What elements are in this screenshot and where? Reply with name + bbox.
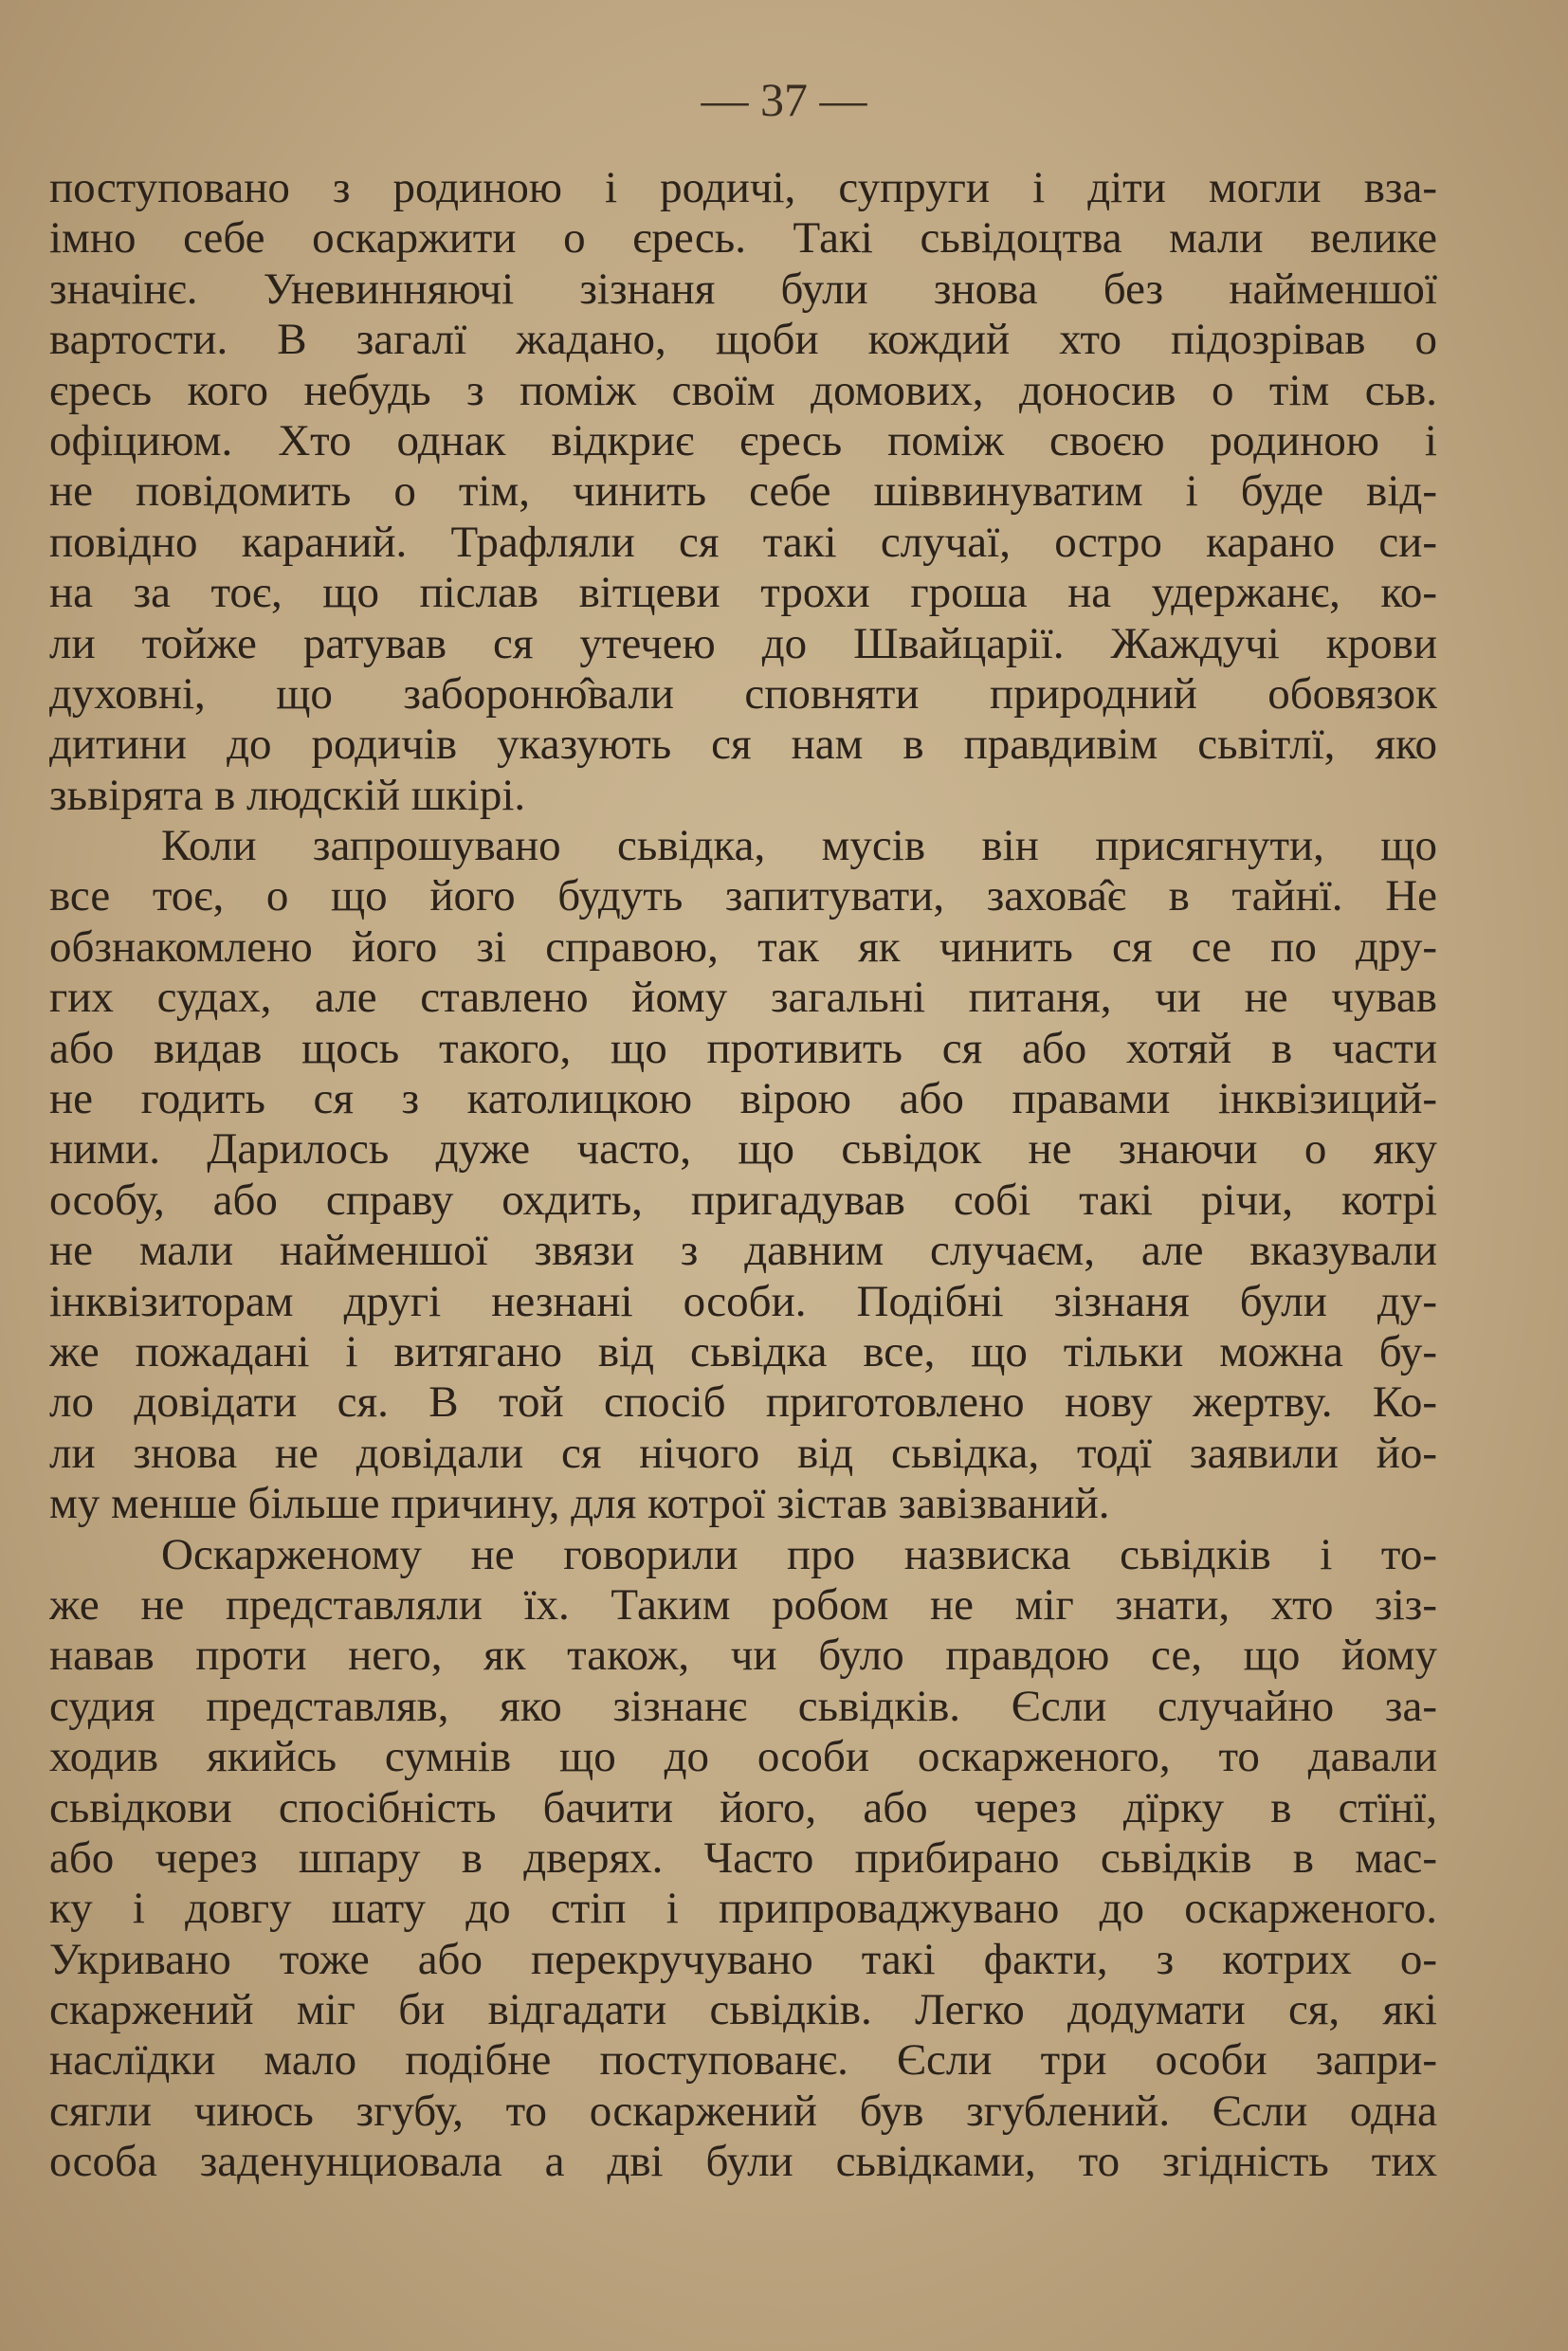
- paragraph: [49, 163, 1437, 821]
- text-line: Оскарженому не говорили про назвиска сьвідків і то-: [161, 1529, 1437, 1579]
- text-line: особа заденунциовала а дві були сьвідками, то згідність тих: [49, 2137, 1437, 2187]
- text-line: же не представляли їх. Таким робом не міг знати, хто зіз-: [49, 1579, 1437, 1630]
- text-line: інквізиторам другі незнані особи. Подібні зізнаня були ду-: [49, 1276, 1437, 1326]
- text-line: ли знова не довідали ся нічого від сьвідка, тодї заявили йо-: [49, 1428, 1437, 1478]
- text-line: на за тоє, що післав вітцеви трохи гроша на удержанє, ко-: [49, 568, 1437, 618]
- text-line: ними. Дарилось дуже часто, що сьвідок не знаючи о яку: [49, 1124, 1437, 1175]
- text-line: скаржений міг би відгадати сьвідків. Легко додумати ся, які: [49, 1985, 1437, 2035]
- text-line: значінє. Уневинняючі зізнаня були знова без найменшої: [49, 264, 1437, 314]
- text-line: не годить ся з католицкою вірою або правами інквізиций-: [49, 1074, 1437, 1124]
- text-line: гих судах, але ставлено йому загальні питаня, чи не чував: [49, 973, 1437, 1023]
- text-line: ли тойже ратував ся утечею до Швайцарії. Жаждучі крови: [49, 618, 1437, 668]
- text-line: дитини до родичів указують ся нам в правдивім сьвітлї, яко: [49, 720, 1437, 770]
- text-line: повідно караний. Трафляли ся такі случаї, остро карано си-: [49, 517, 1437, 567]
- text-line: Коли запрошувано сьвідка, мусів він присягнути, що: [161, 821, 1437, 871]
- text-line: не мали найменшої звязи з давним случаєм, але вказували: [49, 1226, 1437, 1276]
- text-line: єресь кого небудь з поміж своїм домових, доносив о тім сьв.: [49, 365, 1437, 415]
- text-line: особу, або справу охдить, пригадував собі такі річи, котрі: [49, 1175, 1437, 1225]
- text-line: імно себе оскаржити о єресь. Такі сьвідоцтва мали велике: [49, 213, 1437, 264]
- paragraph: [49, 821, 1437, 1529]
- text-line: не повідомить о тім, чинить себе шіввинуватим і буде від-: [49, 466, 1437, 517]
- text-line: ку і довгу шату до стіп і припроваджувано до оскарженого.: [49, 1884, 1437, 1934]
- text-line: зьвірята в людскій шкірі.: [49, 770, 526, 820]
- page-number: — 37 —: [701, 73, 867, 126]
- text-line: му менше більше причину, для котрої зістав завізваний.: [49, 1479, 1110, 1529]
- page-body: [49, 163, 1437, 2188]
- text-line: же пожадані і витягано від сьвідка все, що тільки можна бу-: [49, 1326, 1437, 1376]
- text-line: духовні, що забороню̂вали сповняти природний обовязок: [49, 668, 1437, 719]
- text-line: обзнакомлено його зі справою, так як чинить ся се по дру-: [49, 921, 1437, 972]
- text-line: сягли чиюсь згубу, то оскаржений був згублений. Єсли одна: [49, 2086, 1437, 2136]
- text-line: або через шпару в дверях. Часто прибирано сьвідків в мас-: [49, 1832, 1437, 1883]
- text-line: судия представляв, яко зізнанє сьвідків. Єсли случайно за-: [49, 1681, 1437, 1731]
- text-line: навав проти него, як також, чи було правдою се, що йому: [49, 1631, 1437, 1681]
- text-line: або видав щось такого, що противить ся або хотяй в части: [49, 1023, 1437, 1073]
- text-line: все тоє, о що його будуть запитувати, захова̂є в тайнї. Не: [49, 871, 1437, 921]
- text-line: вартости. В загалї жадано, щоби кождий хто підозрівав о: [49, 315, 1437, 365]
- text-line: ло довідати ся. В той спосіб приготовлено нову жертву. Ко-: [49, 1377, 1437, 1428]
- text-line: Укривано тоже або перекручувано такі факти, з котрих о-: [49, 1934, 1437, 1984]
- text-line: поступовано з родиною і родичі, супруги і діти могли вза-: [49, 163, 1437, 212]
- text-line: офіциюм. Хто однак відкриє єресь поміж своєю родиною і: [49, 415, 1437, 465]
- text-line: наслїдки мало подібне поступованє. Єсли три особи запри-: [49, 2035, 1437, 2086]
- text-line: сьвідкови спосібність бачити його, або через дїрку в стїнї,: [49, 1782, 1437, 1832]
- text-line: ходив якийсь сумнів що до особи оскарженого, то давали: [49, 1732, 1437, 1782]
- paragraph: [49, 1530, 1437, 2188]
